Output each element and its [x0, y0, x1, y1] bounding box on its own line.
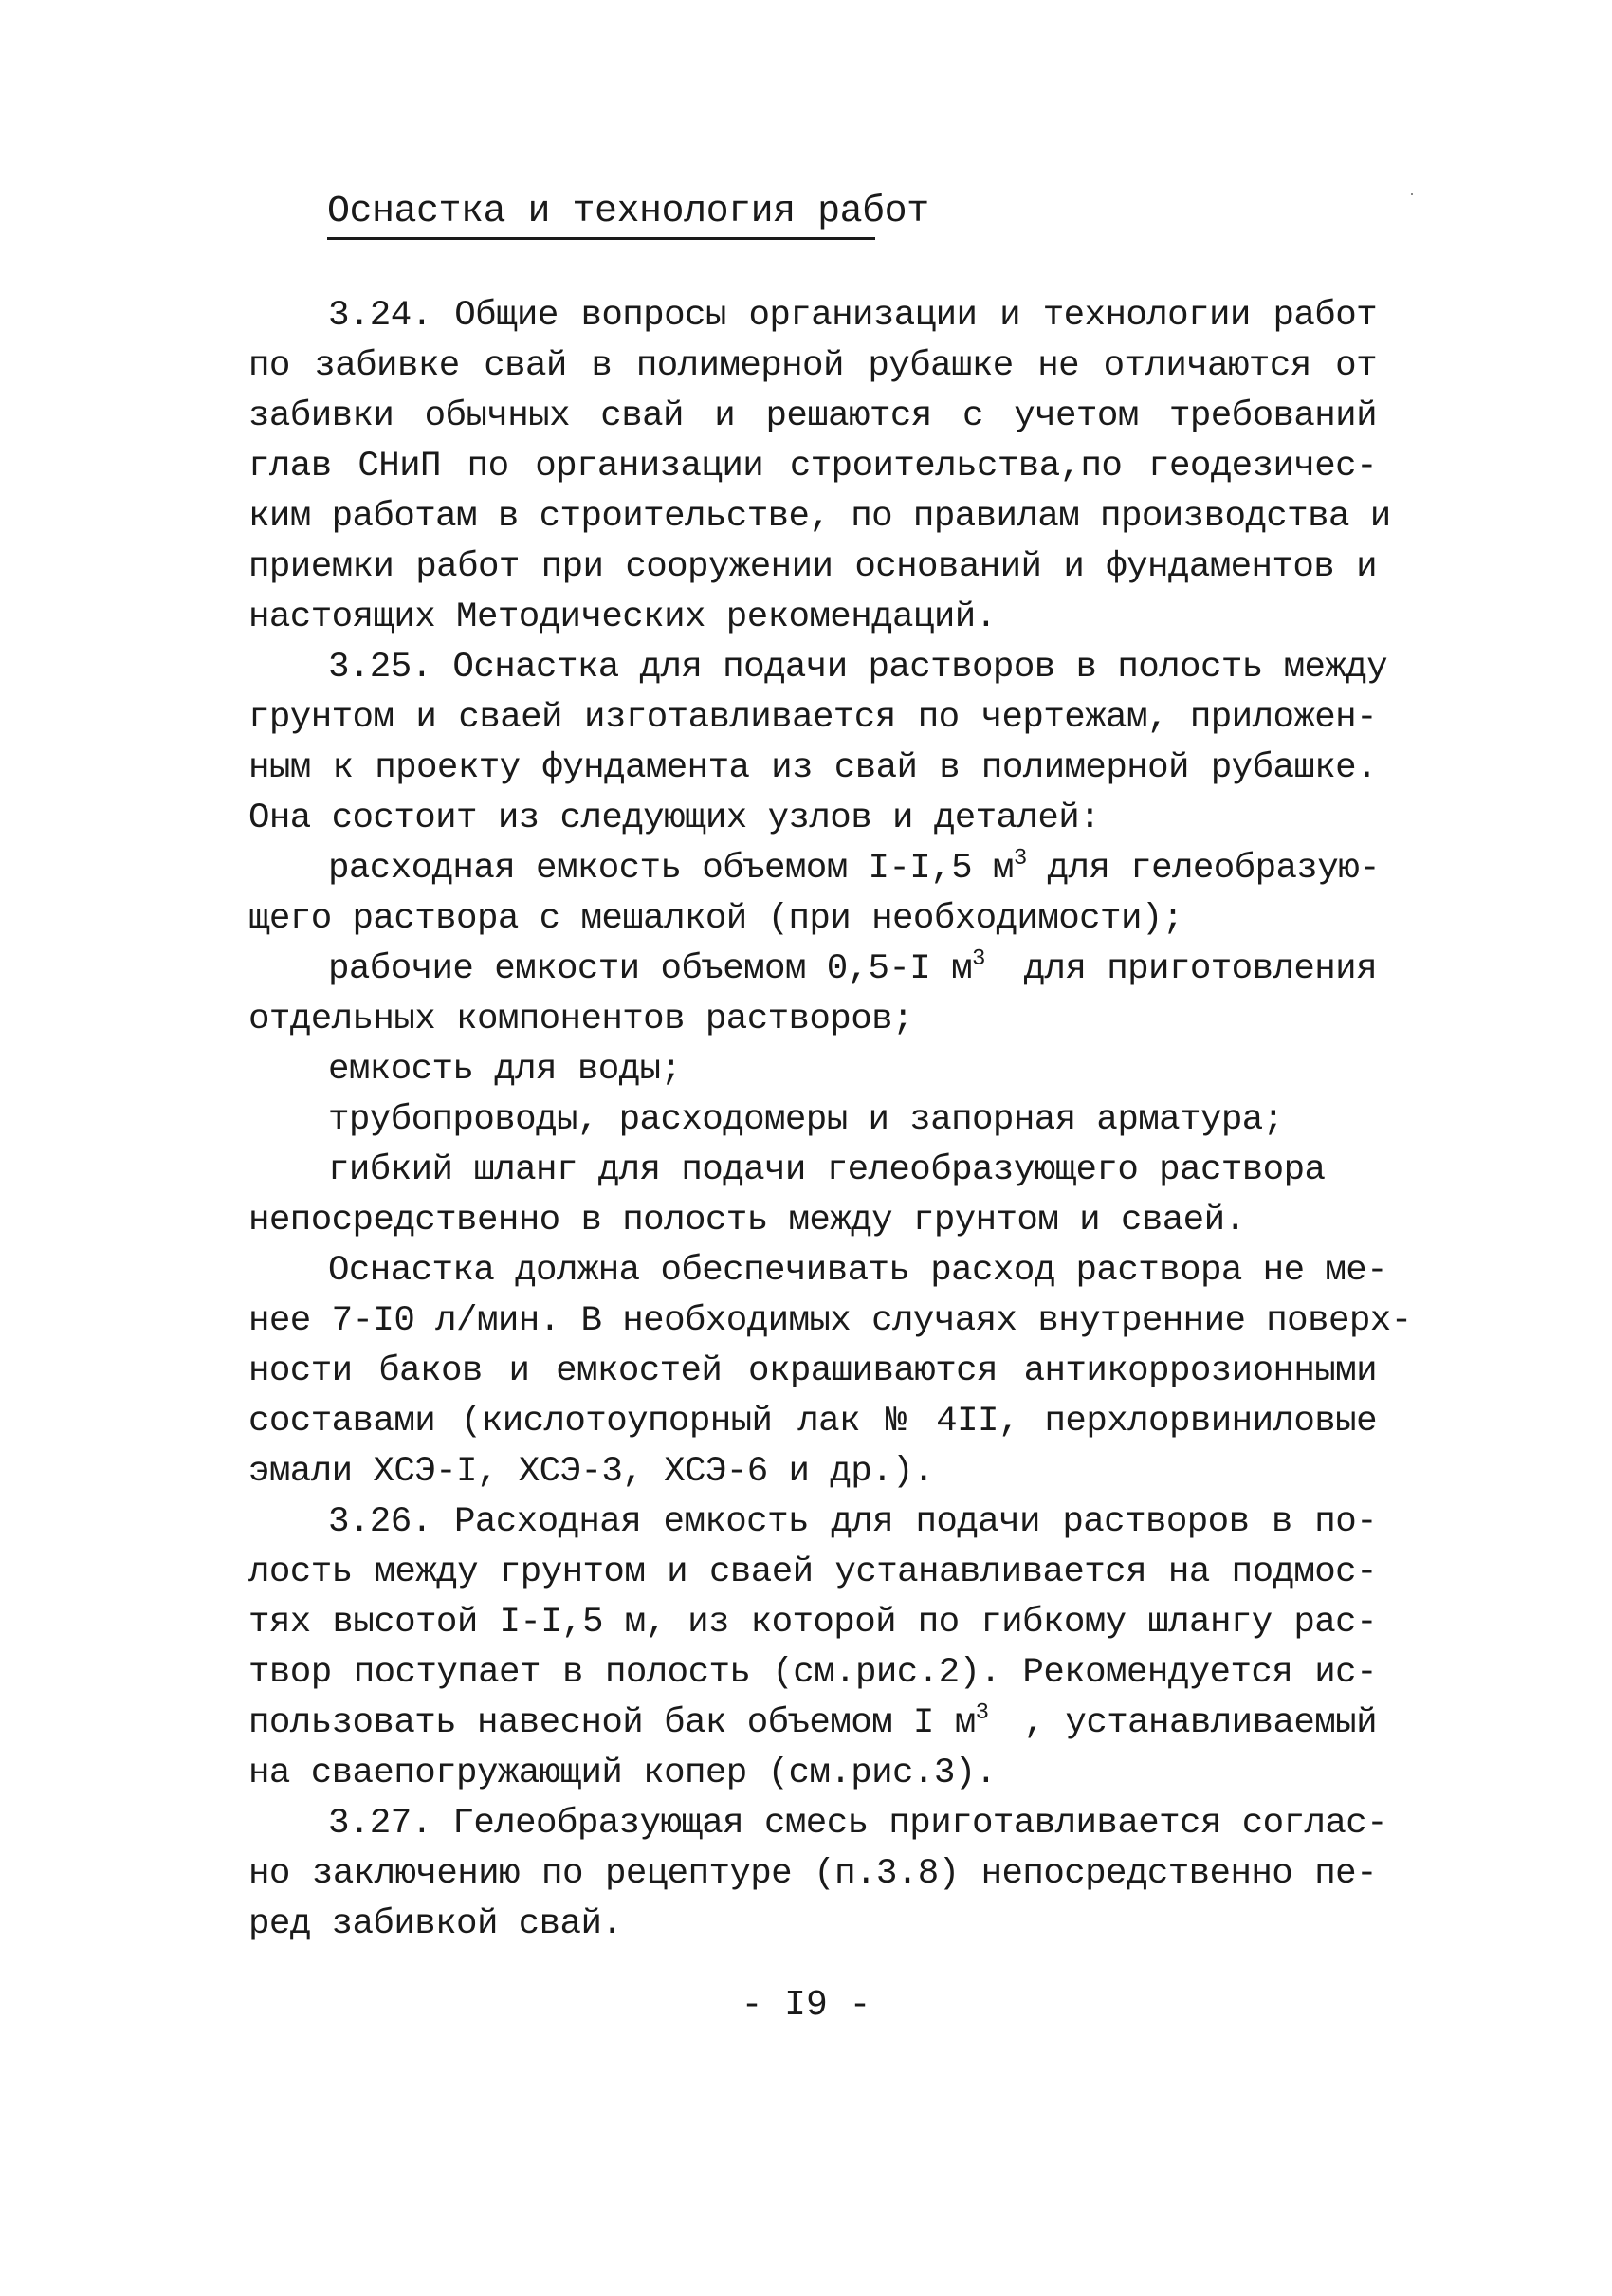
text-line: гибкий шланг для подачи гелеобразующего раствора	[328, 1150, 1326, 1190]
text-line: настоящих Методических рекомендаций.	[248, 597, 997, 637]
line-part-a: пользовать навесной бак объемом I м	[248, 1703, 976, 1743]
text-line	[248, 945, 1377, 995]
text-line: Она состоит из следующих узлов и деталей:	[248, 799, 1101, 838]
text-line: щего раствора с мешалкой (при необходимости);	[248, 899, 1183, 939]
list-item-text	[328, 844, 1027, 894]
text-line: 3.26. Расходная емкость для подачи растворов в по-	[328, 1502, 1377, 1542]
text-line: составами (кислотоупорный лак № 4II, перхлорвиниловые	[248, 1402, 1377, 1442]
text-line: емкость для воды;	[328, 1050, 682, 1090]
text-line: но заключению по рецептуре (п.3.8) непосредственно пе-	[248, 1854, 1377, 1894]
body-text	[248, 291, 1412, 1950]
text-line: лость между грунтом и сваей устанавливается на подмос-	[248, 1552, 1377, 1592]
text-line: Оснастка должна обеспечивать расход раствора не ме-	[328, 1251, 1388, 1291]
heading-underline	[327, 237, 875, 240]
line-part-b: , устанавливаемый	[1023, 1703, 1377, 1743]
text-line: по забивке свай в полимерной рубашке не отличаются от	[248, 346, 1377, 386]
text-line: ности баков и емкостей окрашиваются антикоррозионными	[248, 1351, 1377, 1391]
scan-speck	[1411, 193, 1413, 195]
superscript: 3	[975, 1700, 989, 1726]
text-line: ным к проекту фундамента из свай в полимерной рубашке.	[248, 748, 1377, 788]
text-line: эмали ХСЭ-I, ХСЭ-3, ХСЭ-6 и др.).	[248, 1452, 934, 1492]
text-line: ред забивкой свай.	[248, 1904, 623, 1944]
list-item-1-part-b: для гелеобразую-	[1026, 849, 1381, 889]
text-line: отдельных компонентов растворов;	[248, 1000, 913, 1039]
page-number: - I9 -	[741, 1985, 871, 2026]
text-line: 3.25. Оснастка для подачи растворов в полость между	[328, 648, 1388, 688]
list-item-text	[328, 945, 985, 995]
text-line: забивки обычных свай и решаются с учетом требований	[248, 396, 1377, 436]
text-line: твор поступает в полость (см.рис.2). Рекомендуется ис-	[248, 1653, 1377, 1693]
text-line	[248, 1699, 1377, 1749]
text-line: трубопроводы, расходомеры и запорная арматура;	[328, 1100, 1284, 1140]
list-item-2-part-b: для приготовления	[1002, 949, 1377, 989]
superscript: 3	[1013, 846, 1027, 872]
section-heading: Оснастка и технология работ	[327, 191, 929, 233]
list-item-2-part-a: рабочие емкости объемом 0,5-I м	[328, 949, 973, 989]
text-line: грунтом и сваей изготавливается по чертежам, приложен-	[248, 698, 1377, 738]
text-line: на сваепогружающий копер (см.рис.3).	[248, 1754, 997, 1793]
text-line: 3.24. Общие вопросы организации и технологии работ	[328, 296, 1377, 336]
text-line: глав СНиП по организации строительства,по геодезичес-	[248, 447, 1377, 487]
list-item-1-part-a: расходная емкость объемом I-I,5 м	[328, 849, 1014, 889]
text-line: приемки работ при сооружении оснований и фундаментов и	[248, 547, 1377, 587]
text-line	[248, 844, 1381, 894]
superscript: 3	[972, 946, 985, 972]
line-text	[248, 1699, 988, 1749]
text-line: ким работам в строительстве, по правилам производства и	[248, 497, 1391, 537]
text-line: непосредственно в полость между грунтом и сваей.	[248, 1201, 1246, 1240]
text-line: 3.27. Гелеобразующая смесь приготавливается соглас-	[328, 1804, 1388, 1844]
text-line: нее 7-I0 л/мин. В необходимых случаях внутренние поверх-	[248, 1301, 1412, 1341]
text-line: тях высотой I-I,5 м, из которой по гибкому шлангу рас-	[248, 1603, 1377, 1643]
